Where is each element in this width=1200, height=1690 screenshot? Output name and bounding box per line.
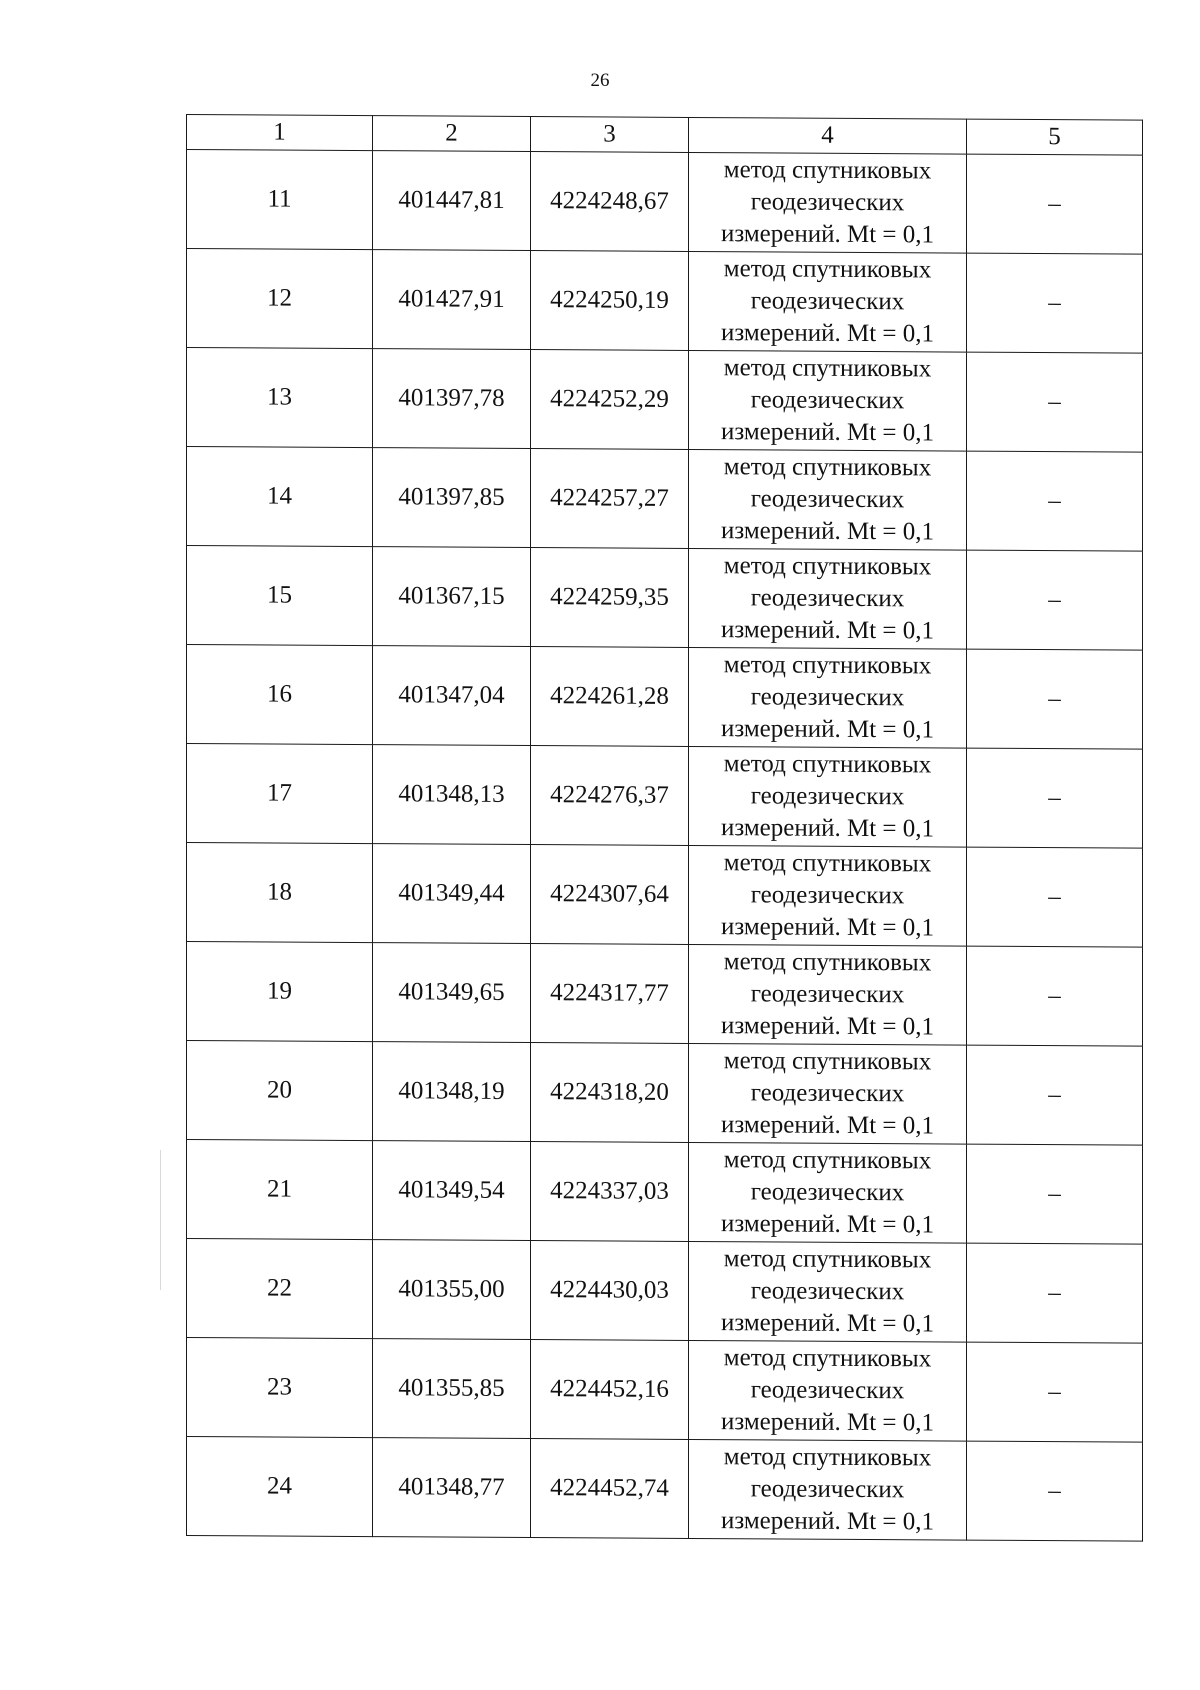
table-row	[187, 546, 1143, 651]
column-header-2: 2	[373, 116, 531, 152]
point-number-cell: 21	[187, 1140, 373, 1240]
method-line: измерений. Mt = 0,1	[720, 1111, 935, 1140]
y-coordinate-cell: 4224276,37	[531, 746, 689, 846]
method-line: измерений. Mt = 0,1	[720, 814, 935, 843]
column-header-1: 1	[187, 115, 373, 151]
note-cell: –	[967, 1441, 1143, 1541]
table-row	[187, 645, 1143, 750]
method-line: метод спутниковых	[723, 1146, 932, 1175]
note-cell: –	[967, 946, 1143, 1046]
column-header-5: 5	[967, 119, 1143, 155]
method-line: метод спутниковых	[723, 1047, 932, 1076]
method-cell	[689, 746, 967, 847]
method-cell	[689, 845, 967, 946]
method-cell	[689, 647, 967, 748]
point-number-cell: 19	[187, 942, 373, 1042]
point-number-cell: 18	[187, 843, 373, 943]
method-line: геодезических	[750, 980, 905, 1009]
note-cell: –	[967, 1144, 1143, 1244]
y-coordinate-cell: 4224248,67	[531, 152, 689, 252]
method-cell	[689, 251, 967, 352]
x-coordinate-cell: 401427,91	[373, 250, 531, 350]
method-line: геодезических	[750, 1079, 905, 1108]
note-cell: –	[967, 253, 1143, 353]
x-coordinate-cell: 401347,04	[373, 646, 531, 746]
y-coordinate-cell: 4224307,64	[531, 845, 689, 945]
note-cell: –	[967, 1045, 1143, 1145]
method-line: измерений. Mt = 0,1	[720, 1210, 935, 1239]
method-cell	[689, 944, 967, 1045]
table-row	[187, 1140, 1143, 1245]
method-line: метод спутниковых	[723, 1344, 932, 1373]
note-cell: –	[967, 154, 1143, 254]
x-coordinate-cell: 401367,15	[373, 547, 531, 647]
note-cell: –	[967, 1342, 1143, 1442]
method-cell	[689, 1043, 967, 1144]
method-cell	[689, 1439, 967, 1540]
table-row	[187, 1338, 1143, 1443]
method-line: геодезических	[750, 287, 905, 316]
column-header-4: 4	[689, 117, 967, 154]
y-coordinate-cell: 4224250,19	[531, 251, 689, 351]
method-line: измерений. Mt = 0,1	[720, 616, 935, 645]
y-coordinate-cell: 4224452,16	[531, 1340, 689, 1440]
x-coordinate-cell: 401447,81	[373, 151, 531, 251]
table-row	[187, 447, 1143, 552]
method-line: геодезических	[750, 683, 905, 712]
y-coordinate-cell: 4224430,03	[531, 1241, 689, 1341]
point-number-cell: 24	[187, 1437, 373, 1537]
table-row	[187, 348, 1143, 453]
y-coordinate-cell: 4224317,77	[531, 944, 689, 1044]
x-coordinate-cell: 401348,19	[373, 1042, 531, 1142]
method-line: геодезических	[750, 782, 905, 811]
method-line: метод спутниковых	[723, 552, 932, 581]
method-line: измерений. Mt = 0,1	[720, 715, 935, 744]
table-row	[187, 1041, 1143, 1146]
x-coordinate-cell: 401355,85	[373, 1339, 531, 1439]
x-coordinate-cell: 401355,00	[373, 1240, 531, 1340]
y-coordinate-cell: 4224259,35	[531, 548, 689, 648]
method-line: геодезических	[750, 1277, 905, 1306]
y-coordinate-cell: 4224452,74	[531, 1439, 689, 1539]
table-row	[187, 249, 1143, 354]
note-cell: –	[967, 847, 1143, 947]
note-cell: –	[967, 451, 1143, 551]
method-line: метод спутниковых	[723, 1443, 932, 1472]
method-line: метод спутниковых	[723, 849, 932, 878]
method-line: геодезических	[750, 1178, 905, 1207]
method-line: метод спутниковых	[723, 453, 932, 482]
method-cell	[689, 1340, 967, 1441]
method-cell	[689, 449, 967, 550]
method-line: измерений. Mt = 0,1	[720, 1012, 935, 1041]
method-cell	[689, 1241, 967, 1342]
point-number-cell: 14	[187, 447, 373, 547]
table-body	[187, 150, 1143, 1542]
method-line: метод спутниковых	[723, 651, 932, 680]
method-line: метод спутниковых	[723, 255, 932, 284]
x-coordinate-cell: 401349,44	[373, 844, 531, 944]
y-coordinate-cell: 4224252,29	[531, 350, 689, 450]
method-line: измерений. Mt = 0,1	[720, 1507, 935, 1536]
method-line: измерений. Mt = 0,1	[720, 517, 935, 546]
point-number-cell: 16	[187, 645, 373, 745]
coordinates-table	[186, 114, 1143, 1542]
method-line: геодезических	[750, 188, 905, 217]
note-cell: –	[967, 1243, 1143, 1343]
method-line: геодезических	[750, 1475, 905, 1504]
y-coordinate-cell: 4224318,20	[531, 1043, 689, 1143]
x-coordinate-cell: 401349,65	[373, 943, 531, 1043]
x-coordinate-cell: 401349,54	[373, 1141, 531, 1241]
method-cell	[689, 350, 967, 451]
x-coordinate-cell: 401348,13	[373, 745, 531, 845]
y-coordinate-cell: 4224257,27	[531, 449, 689, 549]
method-line: метод спутниковых	[723, 1245, 932, 1274]
scan-margin-line	[160, 1150, 161, 1290]
table-row	[187, 942, 1143, 1047]
method-cell	[689, 548, 967, 649]
y-coordinate-cell: 4224261,28	[531, 647, 689, 747]
table-row	[187, 744, 1143, 849]
table-row	[187, 843, 1143, 948]
method-line: геодезических	[750, 584, 905, 613]
note-cell: –	[967, 352, 1143, 452]
point-number-cell: 23	[187, 1338, 373, 1438]
table-header-row	[187, 115, 1143, 156]
point-number-cell: 22	[187, 1239, 373, 1339]
method-line: метод спутниковых	[723, 948, 932, 977]
x-coordinate-cell: 401348,77	[373, 1438, 531, 1538]
method-line: измерений. Mt = 0,1	[720, 220, 935, 249]
note-cell: –	[967, 649, 1143, 749]
note-cell: –	[967, 748, 1143, 848]
page-number: 26	[590, 70, 610, 91]
x-coordinate-cell: 401397,78	[373, 349, 531, 449]
note-cell: –	[967, 550, 1143, 650]
method-line: измерений. Mt = 0,1	[720, 319, 935, 348]
point-number-cell: 17	[187, 744, 373, 844]
method-cell	[689, 1142, 967, 1243]
method-line: геодезических	[750, 485, 905, 514]
method-line: геодезических	[750, 1376, 905, 1405]
column-header-3: 3	[531, 117, 689, 153]
y-coordinate-cell: 4224337,03	[531, 1142, 689, 1242]
point-number-cell: 15	[187, 546, 373, 646]
method-line: геодезических	[750, 386, 905, 415]
method-line: измерений. Mt = 0,1	[720, 1309, 935, 1338]
point-number-cell: 11	[187, 150, 373, 250]
method-line: измерений. Mt = 0,1	[720, 913, 935, 942]
method-line: метод спутниковых	[723, 354, 932, 383]
method-line: геодезических	[750, 881, 905, 910]
table-row	[187, 150, 1143, 255]
method-cell	[689, 152, 967, 253]
method-line: измерений. Mt = 0,1	[720, 1408, 935, 1437]
point-number-cell: 20	[187, 1041, 373, 1141]
x-coordinate-cell: 401397,85	[373, 448, 531, 548]
method-line: измерений. Mt = 0,1	[720, 418, 935, 447]
point-number-cell: 13	[187, 348, 373, 448]
table-row	[187, 1437, 1143, 1542]
method-line: метод спутниковых	[723, 156, 932, 185]
table-row	[187, 1239, 1143, 1344]
method-line: метод спутниковых	[723, 750, 932, 779]
point-number-cell: 12	[187, 249, 373, 349]
